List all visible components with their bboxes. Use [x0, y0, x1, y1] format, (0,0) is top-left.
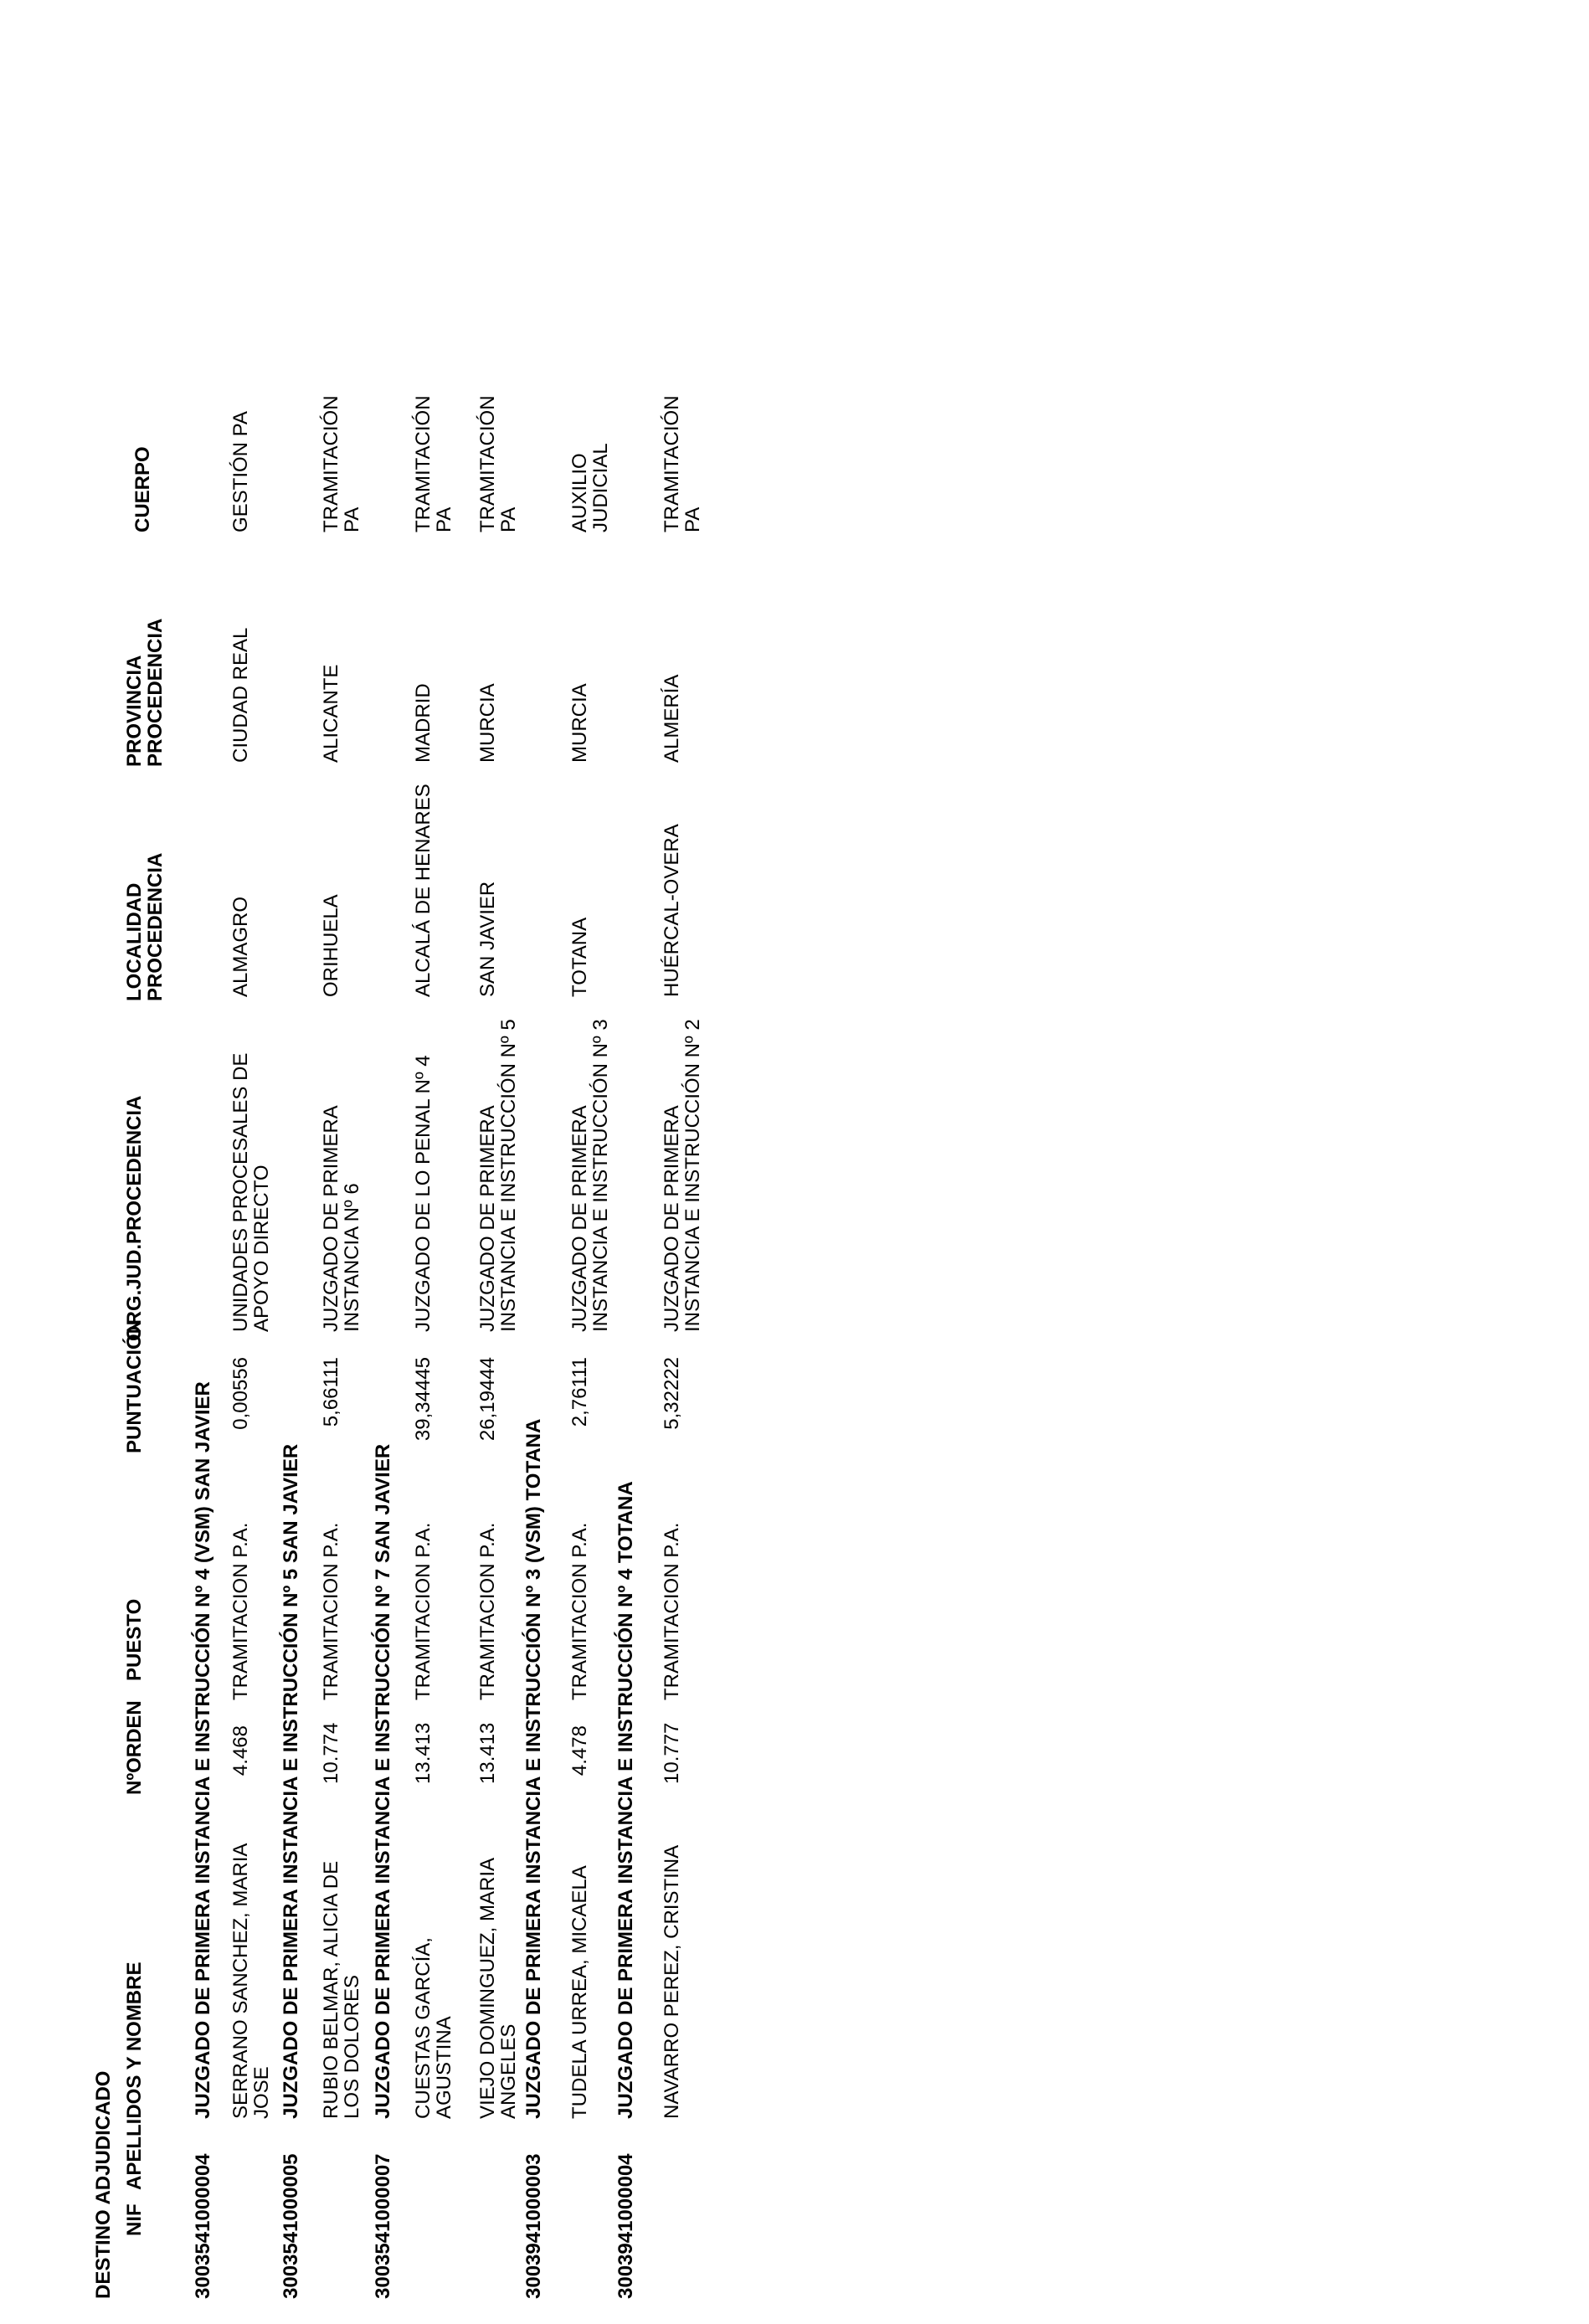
cell-provincia: MURCIA	[568, 683, 591, 763]
cell-orden: 4.468	[229, 1725, 252, 1776]
cell-localidad: ALMAGRO	[229, 896, 252, 997]
group-name: JUZGADO DE PRIMERA INSTANCIA E INSTRUCCIÓN Nº 5 SAN JAVIER	[280, 1443, 302, 2119]
cell-puesto: TRAMITACION P.A.	[568, 1522, 591, 1700]
cell-provincia: MADRID	[412, 683, 435, 763]
cell-puntuacion: 39,34445	[412, 1357, 435, 1442]
cell-org: JUZGADO DE PRIMERA INSTANCIA E INSTRUCCIÓN Nº 5	[476, 1019, 520, 1332]
cell-provincia: ALMERÍA	[661, 674, 683, 763]
header-cuerpo: CUERPO	[131, 446, 154, 532]
cell-puntuacion: 5,32222	[661, 1357, 683, 1430]
header-localidad: LOCALIDAD PROCEDENCIA	[123, 852, 167, 1001]
cell-cuerpo: TRAMITACIÓN PA	[661, 395, 704, 532]
cell-cuerpo: GESTIÓN PA	[229, 411, 252, 532]
group-name: JUZGADO DE PRIMERA INSTANCIA E INSTRUCCIÓN Nº 4 TOTANA	[615, 1481, 637, 2119]
cell-localidad: HUÉRCAL-OVERA	[661, 824, 683, 997]
cell-puesto: TRAMITACION P.A.	[412, 1522, 435, 1700]
cell-localidad: ALCALÁ DE HENARES	[412, 784, 435, 997]
header-puesto: PUESTO	[123, 1598, 146, 1681]
cell-nombre: TUDELA URREA, MICAELA	[568, 1865, 591, 2119]
cell-org: UNIDADES PROCESALES DE APOYO DIRECTO	[229, 1052, 273, 1332]
header-nif: NIF	[123, 2203, 146, 2236]
cell-org: JUZGADO DE PRIMERA INSTANCIA Nº 6	[320, 1106, 363, 1332]
cell-puesto: TRAMITACION P.A.	[229, 1522, 252, 1700]
cell-puesto: TRAMITACION P.A.	[661, 1522, 683, 1700]
group-name: JUZGADO DE PRIMERA INSTANCIA E INSTRUCCIÓN Nº 7 SAN JAVIER	[372, 1443, 394, 2119]
group-name: JUZGADO DE PRIMERA INSTANCIA E INSTRUCCIÓN Nº 4 (VSM) SAN JAVIER	[192, 1381, 214, 2119]
cell-localidad: TOTANA	[568, 917, 591, 997]
group-name: JUZGADO DE PRIMERA INSTANCIA E INSTRUCCIÓN Nº 3 (VSM) TOTANA	[522, 1418, 545, 2119]
header-provincia: PROVINCIA PROCEDENCIA	[123, 618, 167, 767]
cell-puntuacion: 2,76111	[568, 1357, 591, 1427]
header-orden: NºORDEN	[123, 1700, 146, 1795]
cell-nombre: SERRANO SANCHEZ, MARIA JOSE	[229, 1843, 273, 2119]
cell-orden: 10.777	[661, 1722, 683, 1784]
cell-orden: 13.413	[412, 1722, 435, 1784]
cell-provincia: ALICANTE	[320, 664, 342, 763]
cell-org: JUZGADO DE LO PENAL Nº 4	[412, 1055, 435, 1332]
cell-cuerpo: AUXILIO JUDICIAL	[568, 443, 612, 532]
cell-puntuacion: 26,19444	[476, 1357, 499, 1442]
group-code: 3003541000005	[280, 2153, 302, 2299]
cell-puesto: TRAMITACION P.A.	[476, 1522, 499, 1700]
cell-orden: 4.478	[568, 1725, 591, 1776]
header-nombre: APELLIDOS Y NOMBRE	[123, 1962, 146, 2190]
cell-localidad: SAN JAVIER	[476, 881, 499, 997]
cell-puesto: TRAMITACION P.A.	[320, 1522, 342, 1700]
cell-nombre: NAVARRO PEREZ, CRISTINA	[661, 1844, 683, 2119]
cell-orden: 13.413	[476, 1722, 499, 1784]
group-code: 3003541000004	[192, 2153, 214, 2299]
document-title: DESTINO ADJUDICADO	[92, 2070, 115, 2299]
cell-cuerpo: TRAMITACIÓN PA	[412, 395, 455, 532]
cell-puntuacion: 0,00556	[229, 1357, 252, 1430]
group-code: 3003941000003	[522, 2153, 545, 2299]
cell-provincia: CIUDAD REAL	[229, 627, 252, 763]
cell-org: JUZGADO DE PRIMERA INSTANCIA E INSTRUCCIÓN Nº 2	[661, 1019, 704, 1332]
cell-nombre: RUBIO BELMAR, ALICIA DE LOS DOLORES	[320, 1860, 363, 2119]
cell-localidad: ORIHUELA	[320, 894, 342, 997]
cell-orden: 10.774	[320, 1722, 342, 1784]
header-puntuacion: PUNTUACIÓN	[123, 1319, 146, 1453]
cell-org: JUZGADO DE PRIMERA INSTANCIA E INSTRUCCIÓN Nº 3	[568, 1019, 612, 1332]
cell-nombre: VIEJO DOMINGUEZ, MARIA ANGELES	[476, 1859, 520, 2119]
cell-cuerpo: TRAMITACIÓN PA	[320, 395, 363, 532]
cell-cuerpo: TRAMITACIÓN PA	[476, 395, 520, 532]
group-code: 3003541000007	[372, 2153, 394, 2299]
cell-provincia: MURCIA	[476, 683, 499, 763]
group-code: 3003941000004	[615, 2153, 637, 2299]
header-org: ORG.JUD.PROCEDENCIA	[123, 1095, 146, 1341]
cell-puntuacion: 5,66111	[320, 1357, 342, 1427]
cell-nombre: CUESTAS GARCÍA, AGUSTINA	[412, 1937, 455, 2119]
